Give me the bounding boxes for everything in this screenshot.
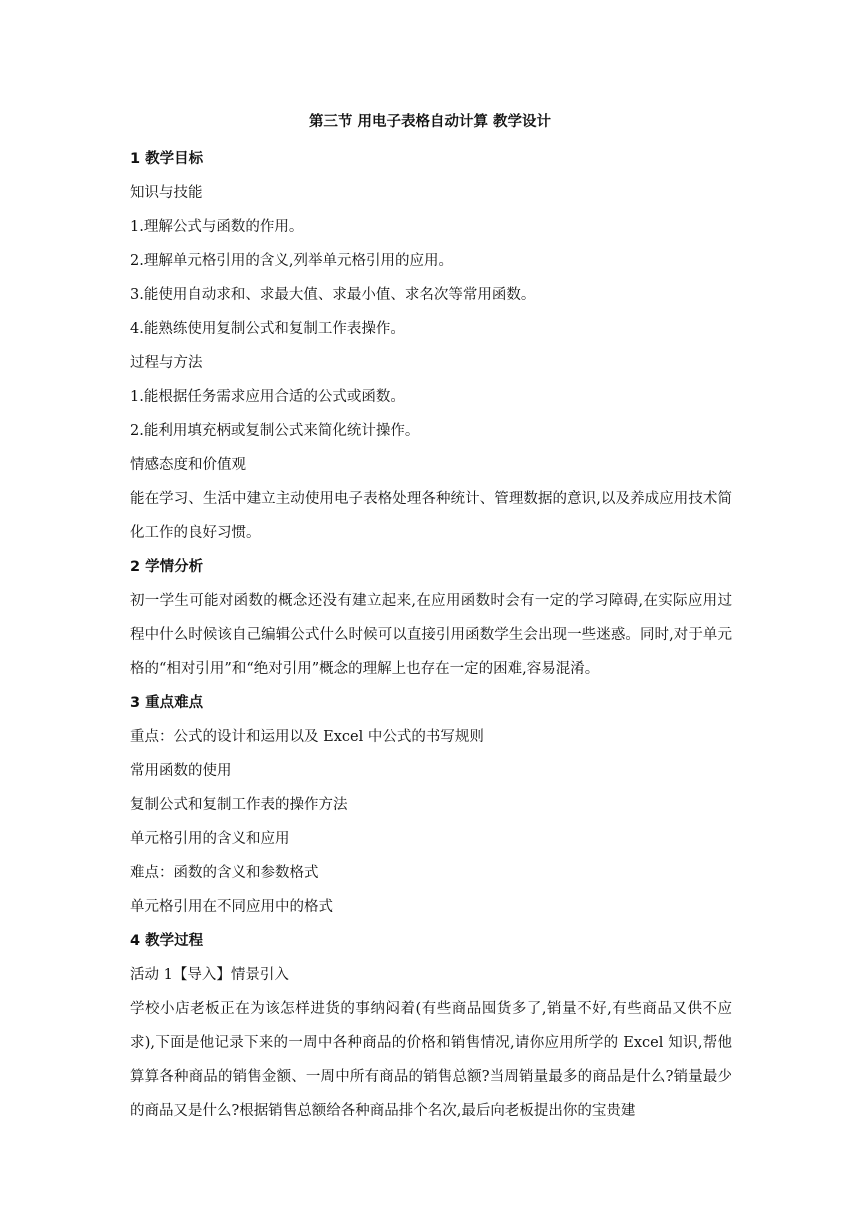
paragraph-activity: 学校小店老板正在为该怎样进货的事纳闷着(有些商品囤货多了,销量不好,有些商品又供不应求),下面是他记录下来的一周中各种商品的价格和销售情况,请你应用所学的 Excel 知识,帮他算算各种商品的销售金额、一周中所有商品的销售总额?当周销量最多的商品是什么?销量最少的商品又是什么?根据销售总额给各种商品排个名次,最后向老板提出你的宝贵建 [130, 1001, 732, 1119]
subsection-label-process: 过程与方法 [130, 355, 203, 371]
subsection-label-emotion: 情感态度和价值观 [130, 457, 246, 473]
list-item: 1.能根据任务需求应用合适的公式或函数。 [130, 389, 405, 405]
subsection-label-knowledge: 知识与技能 [130, 185, 203, 201]
activity-label: 活动 1【导入】情景引入 [130, 967, 289, 983]
document-body [130, 142, 732, 1128]
paragraph-analysis: 初一学生可能对函数的概念还没有建立起来,在应用函数时会有一定的学习障碍,在实际应用过程中什么时候该自己编辑公式什么时候可以直接引用函数学生会出现一些迷惑。同时,对于单元格的“相对引用”和“绝对引用”概念的理解上也存在一定的困难,容易混淆。 [130, 593, 732, 677]
list-item: 2.能利用填充柄或复制公式来简化统计操作。 [130, 423, 420, 439]
list-item: 4.能熟练使用复制公式和复制工作表操作。 [130, 321, 405, 337]
keypoint-line: 复制公式和复制工作表的操作方法 [130, 797, 348, 813]
keypoint-line: 单元格引用的含义和应用 [130, 831, 290, 847]
section-heading-process: 4 教学过程 [130, 933, 204, 949]
section-heading-analysis: 2 学情分析 [130, 559, 204, 575]
keypoint-line: 常用函数的使用 [130, 763, 232, 779]
keypoint-line: 单元格引用在不同应用中的格式 [130, 899, 333, 915]
section-heading-keypoints: 3 重点难点 [130, 695, 204, 711]
list-item: 3.能使用自动求和、求最大值、求最小值、求名次等常用函数。 [130, 287, 536, 303]
keypoint-line: 重点：公式的设计和运用以及 Excel 中公式的书写规则 [130, 729, 484, 745]
section-heading-objectives: 1 教学目标 [130, 151, 204, 167]
list-item: 1.理解公式与函数的作用。 [130, 219, 304, 235]
paragraph-emotion: 能在学习、生活中建立主动使用电子表格处理各种统计、管理数据的意识,以及养成应用技术简化工作的良好习惯。 [130, 491, 732, 541]
document-title: 第三节 用电子表格自动计算 教学设计 [308, 114, 552, 130]
keypoint-line: 难点：函数的含义和参数格式 [130, 865, 319, 881]
list-item: 2.理解单元格引用的含义,列举单元格引用的应用。 [130, 253, 453, 269]
